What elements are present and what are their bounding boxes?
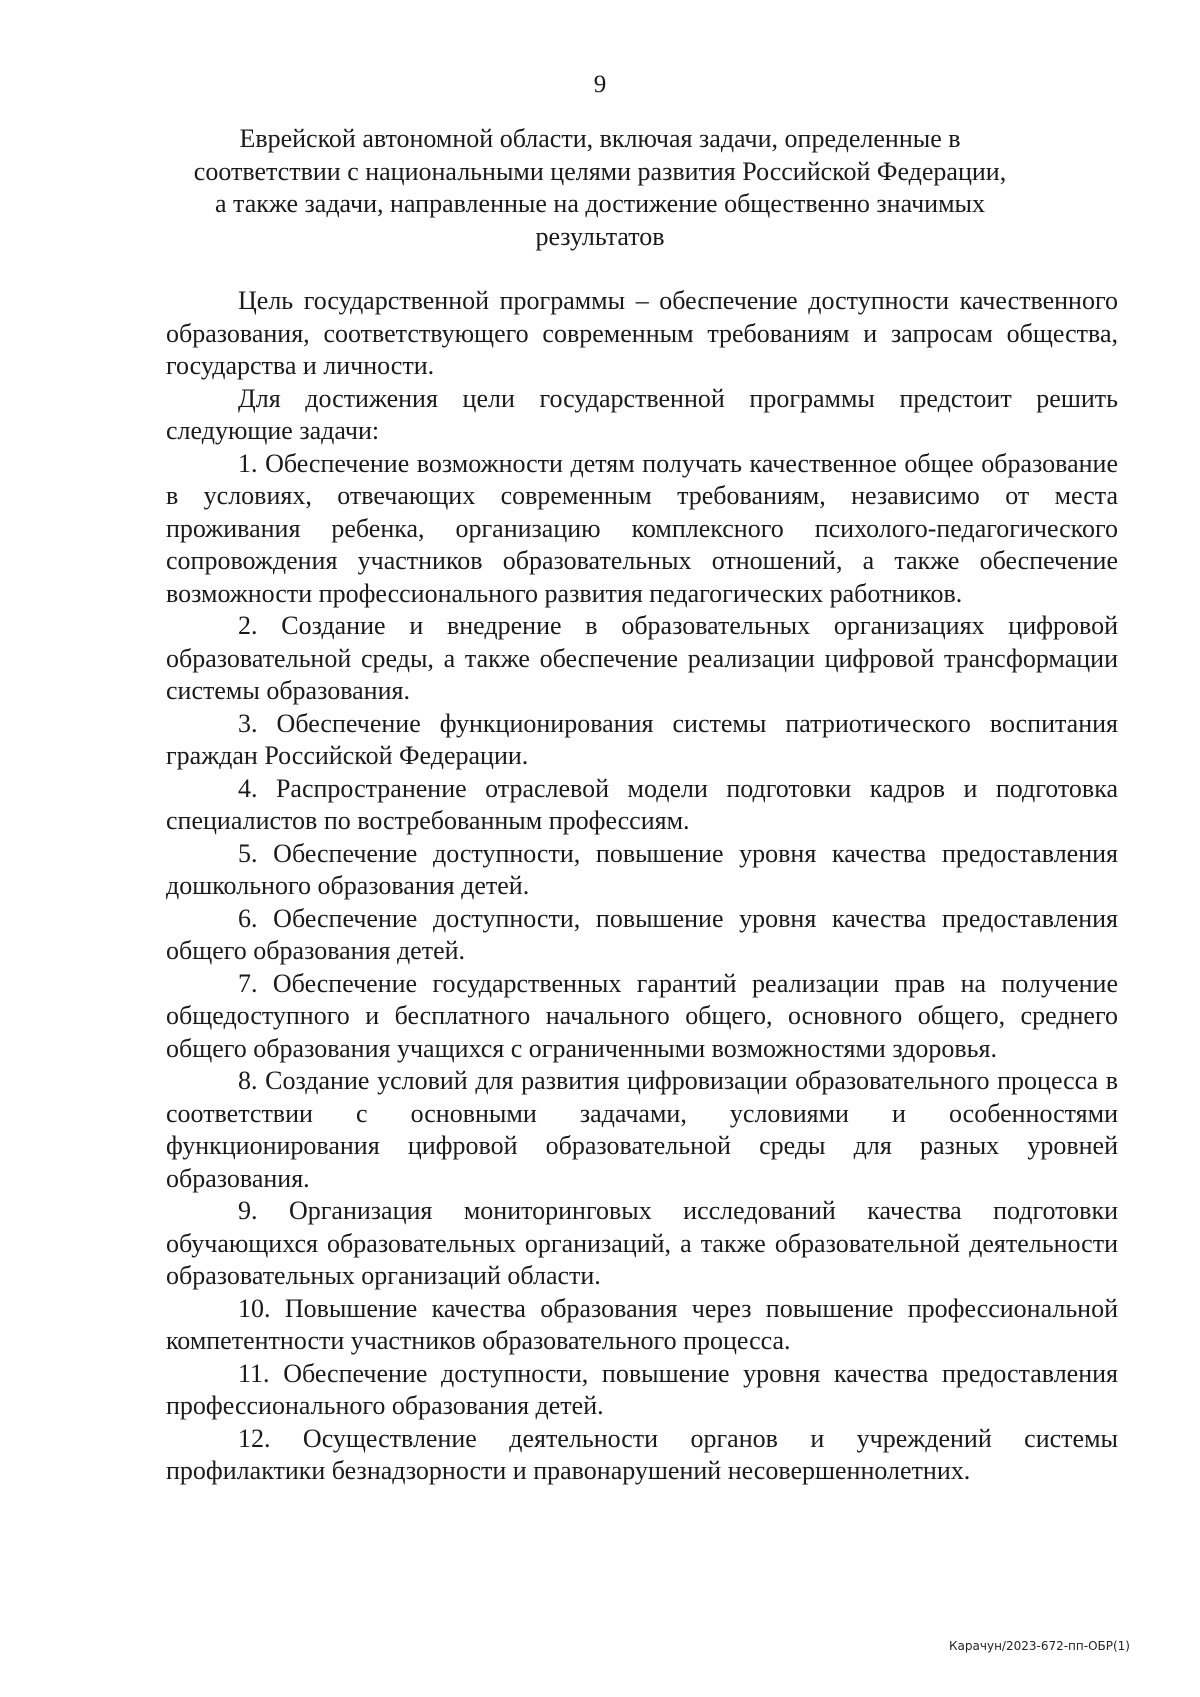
task-item: 1. Обеспечение возможности детям получать качественное общее образование в условиях, отвечающих современным требованиям, независимо от места проживания ребенка, организацию комплексного психолого-педагогического сопровождения участников образовательных отношений, а также обеспечение возможности профессионального развития педагогических работников. — [166, 448, 1118, 608]
page-number: 9 — [593, 71, 607, 98]
task-item: 9. Организация мониторинговых исследований качества подготовки обучающихся образовательных организаций, а также образовательной деятельности образовательных организаций области. — [166, 1196, 1118, 1290]
heading-line: соответствии с национальными целями развития Российской Федерации, — [193, 156, 1007, 186]
tasks-intro-paragraph: Для достижения цели государственной программы предстоит решить следующие задачи: — [166, 383, 1118, 445]
goal-paragraph: Цель государственной программы – обеспечение доступности качественного образования, соответствующего современным требованиям и запросам общества, государства и личности. — [166, 286, 1118, 380]
task-item: 3. Обеспечение функционирования системы патриотического воспитания граждан Российской Федерации. — [166, 708, 1118, 770]
heading-line: а также задачи, направленные на достижение общественно значимых — [214, 189, 986, 218]
task-item: 2. Создание и внедрение в образовательных организациях цифровой образовательной среды, а также обеспечение реализации цифровой трансформации системы образования. — [166, 611, 1118, 705]
heading-line: результатов — [535, 221, 665, 251]
task-item: 11. Обеспечение доступности, повышение уровня качества предоставления профессионального образования детей. — [166, 1358, 1118, 1420]
task-item: 7. Обеспечение государственных гарантий реализации прав на получение общедоступного и бесплатного начального общего, основного общего, среднего общего образования учащихся с ограниченными возможностями здоровья. — [166, 968, 1118, 1063]
document-registration-code: Карачун/2023-672-пп-ОБР(1) — [949, 1639, 1130, 1653]
task-item: 4. Распространение отраслевой модели подготовки кадров и подготовка специалистов по востребованным профессиям. — [166, 773, 1118, 835]
task-item: 12. Осуществление деятельности органов и учреждений системы профилактики безнадзорности и правонарушений несовершеннолетних. — [166, 1423, 1118, 1485]
task-item: 8. Создание условий для развития цифровизации образовательного процесса в соответствии с основными задачами, условиями и особенностями функционирования цифровой образовательной среды для разных уровней образования. — [166, 1066, 1118, 1193]
section-heading — [150, 123, 1050, 253]
task-item: 5. Обеспечение доступности, повышение уровня качества предоставления дошкольного образования детей. — [166, 838, 1118, 900]
heading-line: Еврейской автономной области, включая задачи, определенные в — [239, 124, 961, 153]
task-item: 6. Обеспечение доступности, повышение уровня качества предоставления общего образования детей. — [166, 903, 1118, 965]
document-body — [166, 285, 1118, 1488]
task-item: 10. Повышение качества образования через повышение профессиональной компетентности участников образовательного процесса. — [166, 1293, 1118, 1355]
